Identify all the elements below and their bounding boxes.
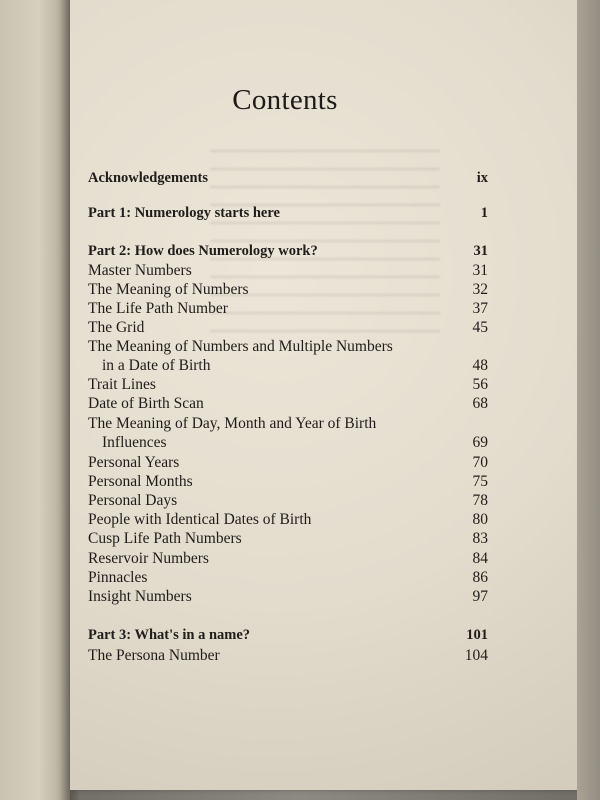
toc-entry-page: 83 xyxy=(472,530,488,547)
toc-entry xyxy=(88,647,488,667)
toc-entry-label: Reservoir Numbers xyxy=(88,550,209,567)
toc-entry-page: 78 xyxy=(472,492,488,509)
toc-entry-page: 69 xyxy=(472,434,488,451)
toc-entry xyxy=(88,376,488,396)
toc-entry-label: Master Numbers xyxy=(88,262,192,279)
toc-entry-label: Part 3: What's in a name? xyxy=(88,627,251,643)
page-title: Contents xyxy=(232,84,338,116)
toc-entry-page: 56 xyxy=(472,376,488,393)
toc-entry xyxy=(88,300,488,320)
toc-entry-page: 101 xyxy=(466,627,488,643)
toc-entry xyxy=(88,492,488,512)
toc-entry-page: 97 xyxy=(472,588,488,605)
toc-entry-acknowledgements xyxy=(88,170,488,190)
toc-entry-part-3 xyxy=(88,627,488,647)
toc-entry-label: The Life Path Number xyxy=(88,300,228,317)
toc-entry-page: 70 xyxy=(472,454,488,471)
toc-entry xyxy=(88,530,488,550)
toc-entry-label: Acknowledgements xyxy=(88,170,209,186)
toc-entry-label: Cusp Life Path Numbers xyxy=(88,530,242,547)
toc-entry-label: The Meaning of Numbers xyxy=(88,281,249,298)
toc-entry-label: The Persona Number xyxy=(88,647,220,664)
toc-entry-page: ix xyxy=(476,170,488,186)
toc-entry-page: 31 xyxy=(472,262,488,279)
toc-entry-page: 86 xyxy=(472,569,488,586)
toc-entry-label: Part 2: How does Numerology work? xyxy=(88,243,318,259)
toc-entry xyxy=(88,262,488,282)
toc-entry xyxy=(88,588,488,608)
toc-entry-page: 80 xyxy=(472,511,488,528)
toc-entry xyxy=(88,395,488,415)
toc-entry-label-line-2: Influences xyxy=(102,434,167,451)
toc-entry-label: Personal Months xyxy=(88,473,193,490)
toc-entry xyxy=(88,511,488,531)
toc-entry-part-1 xyxy=(88,205,488,225)
toc-entry-label-line-2: in a Date of Birth xyxy=(102,357,211,374)
toc-entry-label: Pinnacles xyxy=(88,569,148,586)
toc-entry xyxy=(88,550,488,570)
toc-entry-page: 31 xyxy=(473,243,488,259)
toc-entry-label: The Grid xyxy=(88,319,145,336)
toc-entry-page: 104 xyxy=(464,647,488,664)
toc-entry-label: Trait Lines xyxy=(88,376,156,393)
toc-entry xyxy=(88,338,488,376)
toc-entry xyxy=(88,319,488,339)
toc-entry-page: 32 xyxy=(472,281,488,298)
toc-entry-page: 48 xyxy=(472,357,488,374)
toc-entry-label: Personal Days xyxy=(88,492,178,509)
toc-entry-label: Personal Years xyxy=(88,454,180,471)
toc-entry-label-line-1: The Meaning of Day, Month and Year of Birth xyxy=(88,415,377,432)
toc-entry xyxy=(88,569,488,589)
toc-entry-page: 45 xyxy=(472,319,488,336)
toc-entry-page: 1 xyxy=(480,205,488,221)
toc-entry-label-line-1: The Meaning of Numbers and Multiple Numbers xyxy=(88,338,393,355)
toc-entry-page: 68 xyxy=(472,395,488,412)
toc-entry xyxy=(88,454,488,474)
toc-entry xyxy=(88,281,488,301)
toc-entry-label xyxy=(88,338,393,375)
toc-entry-label: Part 1: Numerology starts here xyxy=(88,205,280,221)
toc-entry xyxy=(88,415,488,453)
toc-entry-label: Insight Numbers xyxy=(88,588,192,605)
toc-entry xyxy=(88,473,488,493)
toc-entry-part-2 xyxy=(88,243,488,263)
toc-entry-label xyxy=(88,415,376,452)
toc-entry-page: 37 xyxy=(472,300,488,317)
toc-entry-label: People with Identical Dates of Birth xyxy=(88,511,312,528)
toc-entry-page: 84 xyxy=(472,550,488,567)
toc-entry-page: 75 xyxy=(472,473,488,490)
toc-entry-label: Date of Birth Scan xyxy=(88,395,204,412)
page-edge xyxy=(577,0,600,800)
